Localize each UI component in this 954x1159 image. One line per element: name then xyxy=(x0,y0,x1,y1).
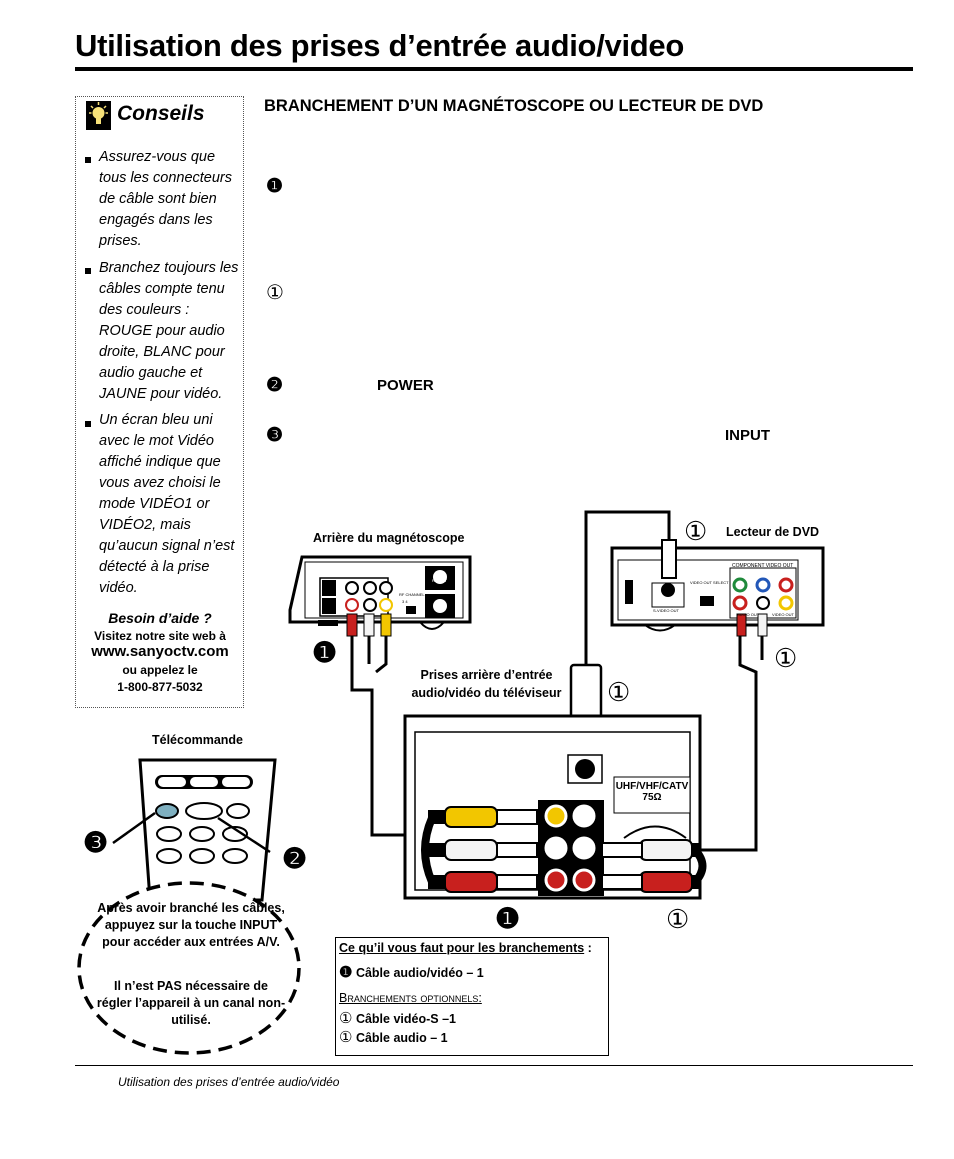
vcr-rear-panel xyxy=(290,557,470,629)
requirements-item-3: ① Câble audio – 1 xyxy=(339,1029,448,1046)
page-footer: Utilisation des prises d’entrée audio/vidéo xyxy=(118,1075,340,1089)
optional-step-marker: ① xyxy=(266,282,284,304)
marker-opt-svideo-tv: ① xyxy=(607,677,631,707)
tv-rca-plugs-left xyxy=(425,807,540,892)
tip-1: Assurez-vous que tous les connecteurs de câble sont bien engagés dans les prises. xyxy=(99,149,232,249)
step-3-marker: ❸ xyxy=(266,425,284,446)
footer-rule xyxy=(75,1065,913,1066)
tips-heading: Conseils xyxy=(117,102,205,125)
step-2-marker: ❷ xyxy=(266,375,284,396)
requirements-heading: Ce qu’il vous faut pour les branchements : xyxy=(339,941,592,955)
marker-2-remote: ❷ xyxy=(282,843,308,874)
svideo-plug-dvd xyxy=(662,540,676,578)
marker-1-vcr: ❶ xyxy=(312,637,338,668)
bubble-text-1: Après avoir branché les câbles, appuyez sur la touche INPUT pour accéder aux entrées A/V. xyxy=(97,901,285,949)
help-phone: 1-800-877-5032 xyxy=(117,680,203,694)
vcr-rf-out-label: RF OUT xyxy=(432,578,447,583)
input-key-label: INPUT xyxy=(725,427,770,444)
dvd-svideo-out-label: S-VIDEO OUT xyxy=(653,608,680,613)
dvd-audio-plug-white xyxy=(758,614,767,636)
marker-3-remote: ❸ xyxy=(83,827,109,858)
help-url[interactable]: www.sanyoctv.com xyxy=(91,643,229,660)
dvd-audio-plug-red xyxy=(737,614,746,636)
help-line: Visitez notre site web à xyxy=(94,629,226,643)
requirements-item-2: ① Câble vidéo-S –1 xyxy=(339,1010,456,1027)
help-title: Besoin d’aide ? xyxy=(108,610,212,626)
page-title: Utilisation des prises d’entrée audio/video xyxy=(75,28,684,63)
dvd-component-label: COMPONENT VIDEO OUT xyxy=(732,563,794,569)
dvd-video-select-label: VIDEO OUT SELECT xyxy=(690,580,729,585)
vcr-rca-plugs xyxy=(347,614,391,636)
dvd-player-rear xyxy=(612,548,823,631)
tv-jacks-label: Prises arrière d’entrée audio/vidéo du téléviseur xyxy=(411,668,562,700)
dvd-audio-out-label: AUDIO OUT xyxy=(737,612,760,617)
vcr-label: Arrière du magnétoscope xyxy=(313,531,465,545)
tip-3: Un écran bleu uni avec le mot Vidéo affiché indique que vous avez choisi le mode VIDÉO1 or VIDÉO2, mais qu’aucun signal n’est détecté à la prise vidéo. xyxy=(99,412,235,596)
section-heading: BRANCHEMENT D’UN MAGNÉTOSCOPE OU LECTEUR DE DVD xyxy=(264,97,764,115)
remote-control xyxy=(113,760,275,900)
requirements-item-1: ❶ Câble audio/vidéo – 1 xyxy=(339,964,484,981)
remote-label: Télécommande xyxy=(152,733,244,747)
marker-opt-audio-dvd: ① xyxy=(774,643,798,673)
dvd-label: Lecteur de DVD xyxy=(726,525,820,539)
marker-opt-svideo-dvd: ① xyxy=(684,516,708,546)
tip-2: Branchez toujours les câbles compte tenu des couleurs : ROUGE pour audio droite, BLANC pour audio gauche et JAUNE pour vidéo. xyxy=(99,260,239,402)
vcr-channel-label: RF CHANNEL xyxy=(399,592,425,597)
marker-1-tv: ❶ xyxy=(495,903,521,934)
requirements-optional-heading: Branchements optionnels: xyxy=(339,991,482,1005)
step-1-marker: ❶ xyxy=(266,176,284,197)
marker-opt-audio-tv: ① xyxy=(666,904,690,934)
dvd-video-out-label: VIDEO OUT xyxy=(772,612,795,617)
help-line: ou appelez le xyxy=(122,663,198,677)
power-key-label: POWER xyxy=(377,377,434,394)
bubble-text-2: Il n’est PAS nécessaire de régler l’appareil à un canal non-utilisé. xyxy=(96,979,286,1027)
vcr-channel-numbers: 3 4 xyxy=(402,599,408,604)
antenna-label: UHF/VHF/CATV 75Ω xyxy=(615,781,689,803)
